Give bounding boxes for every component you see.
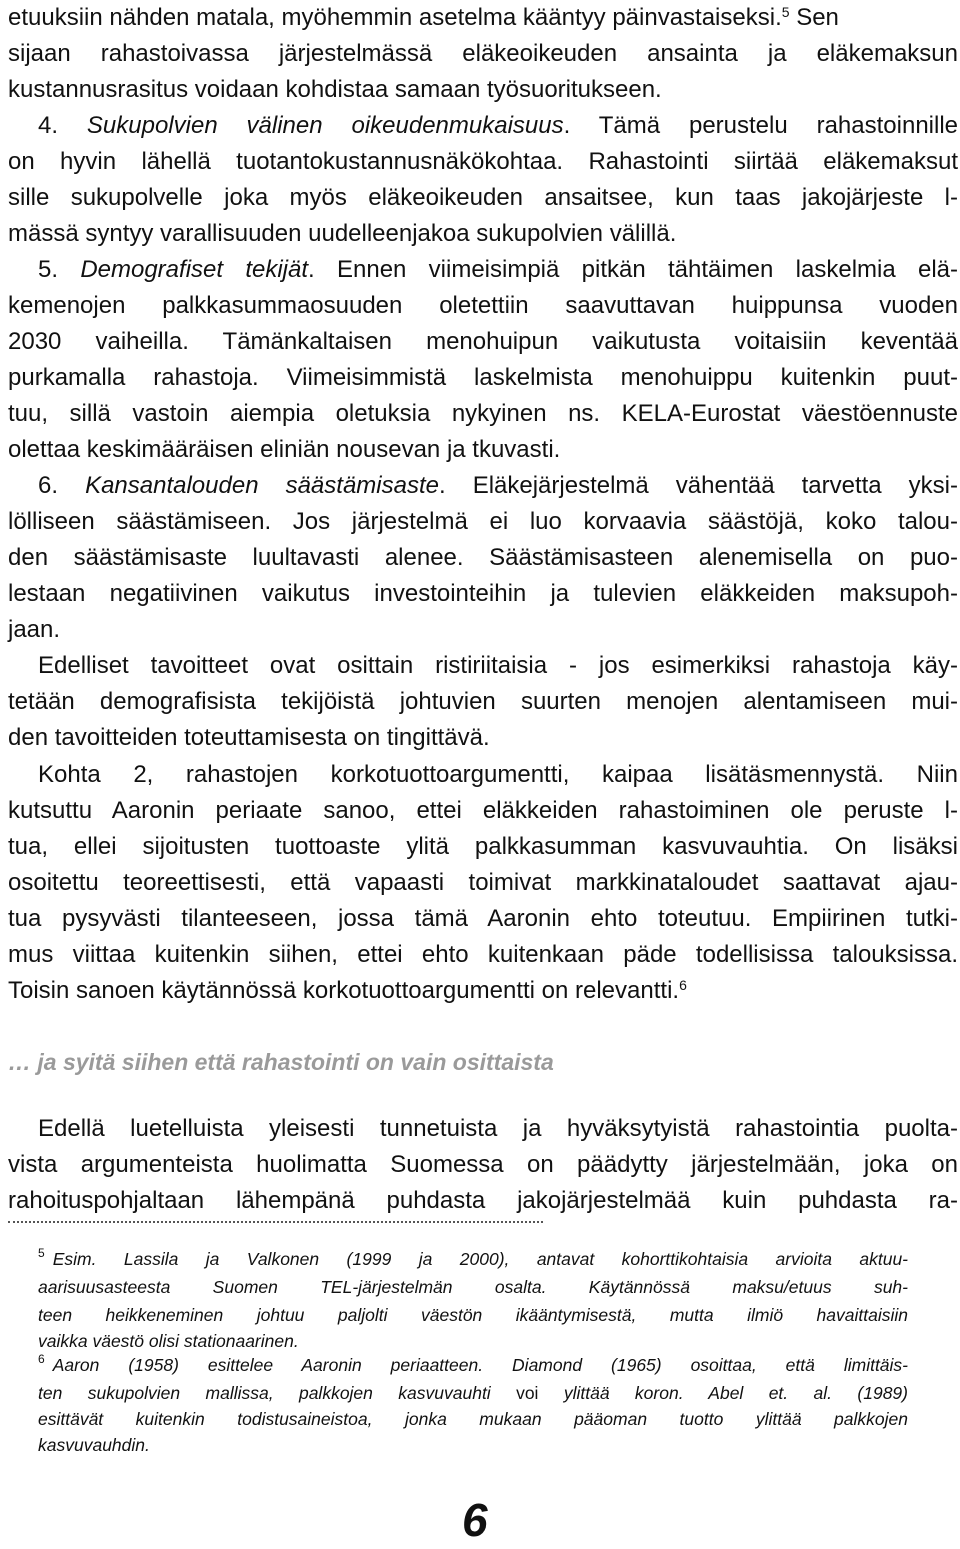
footnote-separator xyxy=(8,1221,543,1223)
text-line: osoitettu teoreettisesti, että vapaasti toimivat markkinataloudet saattavat ajau- xyxy=(8,869,958,896)
text-line: tetään demografisista tekijöistä johtuvien suurten menojen alentamiseen mui- xyxy=(8,688,958,715)
page-number: 6 xyxy=(462,1494,488,1546)
text-line: sille sukupolvelle joka myös eläkeoikeuden ansaitsee, kun taas jakojärjeste l- xyxy=(8,184,958,211)
list-item-heading: 5. Demografiset tekijät. Ennen viimeisimpiä pitkän tähtäimen laskelmia elä- xyxy=(38,256,958,283)
footnote-6: $^6$ Aaron (1958) esittelee Aaronin periaatteen. Diamond (1965) osoittaa, että limittäis- xyxy=(38,1352,908,1375)
text-line: rahoituspohjaltaan lähempänä puhdasta jakojärjestelmää kuin puhdasta ra- xyxy=(8,1187,958,1214)
section-heading: … ja syitä siihen että rahastointi on vain osittaista xyxy=(8,1049,554,1075)
footnote-ref-6: 6 xyxy=(679,977,687,993)
text-line: sijaan rahastoivassa järjestelmässä eläkeoikeuden ansainta ja eläkemaksun xyxy=(8,40,958,67)
list-item-title: Sukupolvien välinen oikeudenmukaisuus xyxy=(86,112,564,139)
list-item-heading: 4. Sukupolvien välinen oikeudenmukaisuus. Tämä perustelu rahastoinnille xyxy=(38,112,959,139)
footnote-line: aarisuusasteesta Suomen TEL-järjestelmän osalta. Käytännössä maksu/etuus suh- xyxy=(38,1277,908,1297)
text-line: mus viittaa kuitenkin siihen, ettei ehto kuitenkaan päde todellisissa talouksissa. xyxy=(8,941,958,968)
list-item-title: Kansantalouden säästämisaste xyxy=(85,472,439,499)
text-line: mässä syntyy varallisuuden uudelleenjakoa sukupolvien välillä. xyxy=(8,220,677,247)
paragraph-start: Edelliset tavoitteet ovat osittain ristiriitaisia - jos esimerkiksi rahastoja käy- xyxy=(38,652,958,679)
list-item-heading: 6. Kansantalouden säästämisaste. Eläkejärjestelmä vähentää tarvetta yksi- xyxy=(38,472,958,499)
text-line: 2030 vaiheilla. Tämänkaltaisen menohuipun vaikutusta voitaisiin keventää xyxy=(8,328,958,355)
paragraph-start: Kohta 2, rahastojen korkotuottoargumentti, kaipaa lisätäsmennystä. Niin xyxy=(38,761,958,788)
footnote-mark: 5 xyxy=(38,1246,45,1260)
footnote-5: $^5$ Esim. Lassila ja Valkonen (1999 ja 2000), antavat kohorttikohtaisia arvioita aktuu- xyxy=(38,1246,908,1269)
text-line: olettaa keskimääräisen eliniän nousevan ja tkuvasti. xyxy=(8,436,561,463)
footnote-ref-5: 5 xyxy=(781,4,790,20)
text-line: jaan. xyxy=(8,616,61,643)
footnote-line: teen heikkeneminen johtuu paljolti väestön ikääntymisestä, mutta ilmiö havaittaisiin xyxy=(38,1305,908,1325)
paragraph-start: Edellä luetelluista yleisesti tunnetuista ja hyväksytyistä rahastointia puolta- xyxy=(38,1115,958,1142)
text-line: den säästämisaste luultavasti alenee. Säästämisasteen alenemisella on puo- xyxy=(8,544,958,571)
text-line: on hyvin lähellä tuotantokustannusnäkökohtaa. Rahastointi siirtää eläkemaksut xyxy=(8,148,958,175)
text-line: kemenojen palkkasummaosuuden oletettiin saavuttavan huippunsa vuoden xyxy=(8,292,958,319)
text-line: purkamalla rahastoja. Viimeisimmistä laskelmista menohuippu kuitenkin puut- xyxy=(8,364,958,391)
text-line: kustannusrasitus voidaan kohdistaa samaan työsuoritukseen. xyxy=(8,76,662,103)
text-line: vista argumenteista huolimatta Suomessa on päädytty järjestelmään, joka on xyxy=(8,1151,958,1178)
footnote-line: vaikka väestö olisi stationaarinen. xyxy=(38,1331,299,1351)
text-line: den tavoitteiden toteuttamisesta on tingittävä. xyxy=(8,724,490,751)
footnote-mark: 6 xyxy=(38,1352,45,1366)
footnote-line: kasvuvauhdin. xyxy=(38,1435,150,1455)
list-item-title: Demografiset tekijät xyxy=(80,256,309,283)
text-line: Toisin sanoen käytännössä korkotuottoargumentti on relevantti.$^6$ xyxy=(8,977,687,1004)
footnote-line: esittävät kuitenkin todistusaineistoa, jonka mukaan pääoman tuotto ylittää palkkojen xyxy=(38,1409,908,1429)
text-line: tua, ellei sijoitusten tuottoaste ylitä palkkasumman kasvuvauhtia. On lisäksi xyxy=(8,833,958,860)
text-line: lölliseen säästämiseen. Jos järjestelmä ei luo korvaavia säästöjä, koko talou- xyxy=(8,508,958,535)
text-line: tuu, sillä vastoin aiempia oletuksia nykyinen ns. KELA-Eurostat väestöennuste xyxy=(8,400,958,427)
text-line: kutsuttu Aaronin periaate sanoo, ettei eläkkeiden rahastoiminen ole peruste l- xyxy=(8,797,958,824)
text-line: etuuksiin nähden matala, myöhemmin asetelma kääntyy päinvastaiseksi.$^5$ Sen xyxy=(8,4,839,31)
text-line: tua pysyvästi tilanteeseen, jossa tämä Aaronin ehto toteutuu. Empiirinen tutki- xyxy=(8,905,958,932)
text-line: lestaan negatiivinen vaikutus investointeihin ja tulevien eläkkeiden maksupoh- xyxy=(8,580,958,607)
footnote-line: ten sukupolvien mallissa, palkkojen kasvuvauhti voi ylittää koron. Abel et. al. (1989) xyxy=(38,1383,908,1403)
